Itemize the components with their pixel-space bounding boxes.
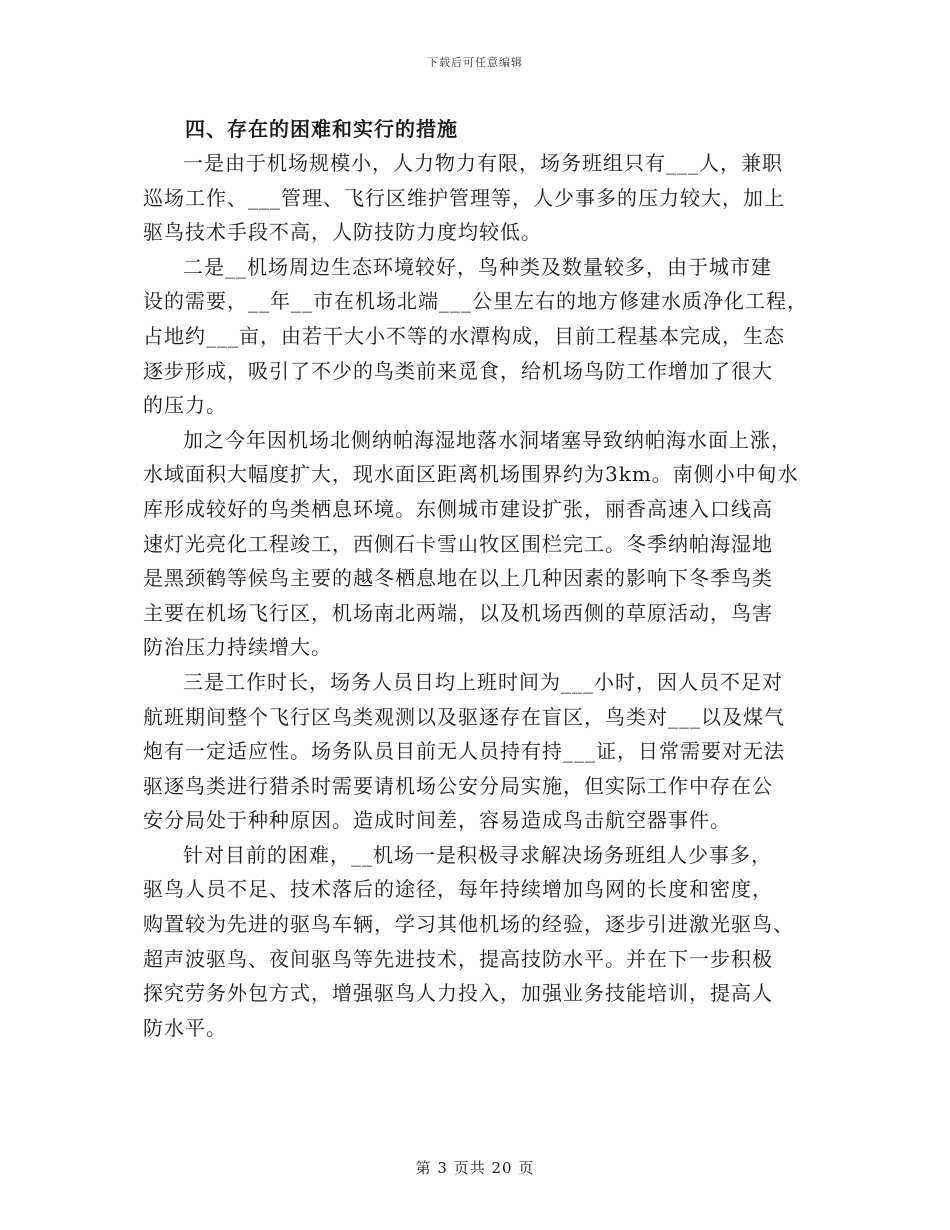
- page-number: 第 3 页共 20 页: [415, 1159, 535, 1177]
- document-body: [143, 112, 815, 1045]
- paragraph-2: 二是__机场周边生态环境较好，鸟种类及数量较多，由于城市建 设的需要，__年__市在机场北端___公里左右的地方修建水质净化工程， 占地约___亩，由若干大小不等的水潭构成，目前工程基本完成，生态 逐步形成，吸引了不少的鸟类前来觅食，给机场鸟防工作增加了很大 的压力。: [143, 254, 808, 418]
- paragraph-4: 三是工作时长，场务人员日均上班时间为___小时，因人员不足对 航班期间整个飞行区鸟类观测以及驱逐存在盲区，鸟类对___以及煤气 炮有一定适应性。场务队员目前无人员持有持___证，日常需要对无法 驱逐鸟类进行猎杀时需要请机场公安分局实施，但实际工作中存在公 安分局处于种种原因。造成时间差，容易造成鸟击航空器事件。: [143, 669, 785, 833]
- paragraph-1: 一是由于机场规模小，人力物力有限，场务班组只有___人，兼职 巡场工作、___管理、飞行区维护管理等，人少事多的压力较大，加上 驱鸟技术手段不高，人防技防力度均较低。: [143, 151, 785, 245]
- section-heading: 四、存在的困难和实行的措施: [185, 117, 458, 141]
- paragraph-3: 加之今年因机场北侧纳帕海湿地落水洞堵塞导致纳帕海水面上涨， 水域面积大幅度扩大，现水面区距离机场围界约为3km。南侧小中甸水 库形成较好的鸟类栖息环境。东侧城市建设扩张，丽香高速入口线高 速灯光亮化工程竣工，西侧石卡雪山牧区围栏完工。冬季纳帕海湿地 是黑颈鹤等候鸟主要的越冬栖息地在以上几种因素的影响下冬季鸟类 主要在机场飞行区，机场南北两端，以及机场西侧的草原活动，鸟害 防治压力持续增大。: [143, 427, 799, 660]
- page-header-note: 下载后可任意编辑: [427, 56, 523, 69]
- paragraph-5: 针对目前的困难，__机场一是积极寻求解决场务班组人少事多， 驱鸟人员不足、技术落后的途径，每年持续增加鸟网的长度和密度， 购置较为先进的驱鸟车辆，学习其他机场的经验，逐步引进激光驱鸟、 超声波驱鸟、夜间驱鸟等先进技术，提高技防水平。并在下一步积极 探究劳务外包方式，增强驱鸟人力投入，加强业务技能培训，提高人 防水平。: [143, 842, 794, 1040]
